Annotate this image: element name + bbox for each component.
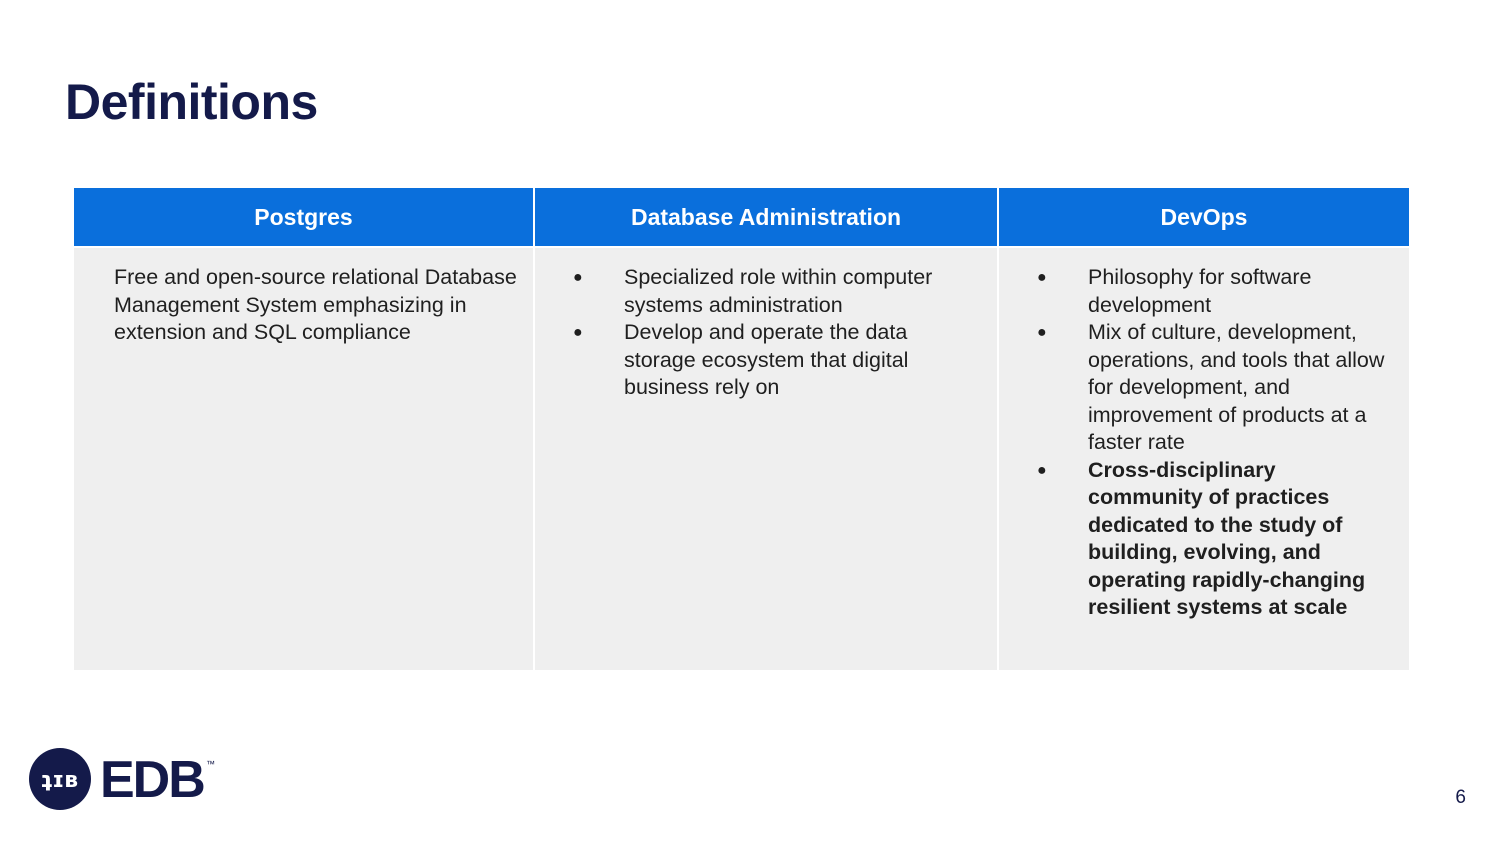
edb-logo-mark [28, 747, 228, 811]
list-item [1037, 319, 1395, 457]
bullet-icon: ● [1037, 269, 1047, 286]
list-item [1037, 457, 1395, 622]
header-devops: DevOps [998, 188, 1409, 247]
list-item [573, 264, 983, 319]
bullet-icon: ● [573, 324, 583, 341]
list-item [573, 319, 983, 402]
bullet-text: Philosophy for software development [1088, 265, 1312, 317]
logo-text: EDB [100, 751, 204, 809]
bullet-text-bold: Cross-disciplinary community of practices dedicated to the study of building, evolving, and operating rapidly-changing resilient systems at scale [1088, 457, 1366, 619]
bullet-icon: ● [573, 269, 583, 286]
devops-bullet-list [1037, 264, 1395, 622]
header-postgres: Postgres [74, 188, 534, 247]
devops-cell [998, 247, 1409, 670]
logo-mark-text: ʇɪʙ [41, 768, 79, 793]
table-row [74, 247, 1409, 670]
bullet-text: Specialized role within computer systems administration [624, 265, 933, 317]
logo-trademark: ™ [206, 759, 215, 769]
postgres-cell [74, 247, 534, 670]
bullet-icon: ● [1037, 461, 1047, 479]
definitions-table [74, 188, 1409, 670]
page-number: 6 [1455, 787, 1466, 808]
dba-bullet-list [573, 264, 983, 402]
edb-logo [28, 747, 228, 811]
header-database-administration: Database Administration [534, 188, 998, 247]
bullet-text: Mix of culture, development, operations, and tools that allow for development, and improvement of products at a faster rate [1088, 320, 1385, 454]
bullet-text: Develop and operate the data storage ecosystem that digital business rely on [624, 320, 909, 399]
list-item [1037, 264, 1395, 319]
slide-title: Definitions [65, 74, 318, 130]
postgres-definition: Free and open-source relational Database Management System emphasizing in extension and SQL compliance [114, 265, 517, 344]
dba-cell [534, 247, 998, 670]
bullet-icon: ● [1037, 324, 1047, 341]
table-header-row [74, 188, 1409, 247]
